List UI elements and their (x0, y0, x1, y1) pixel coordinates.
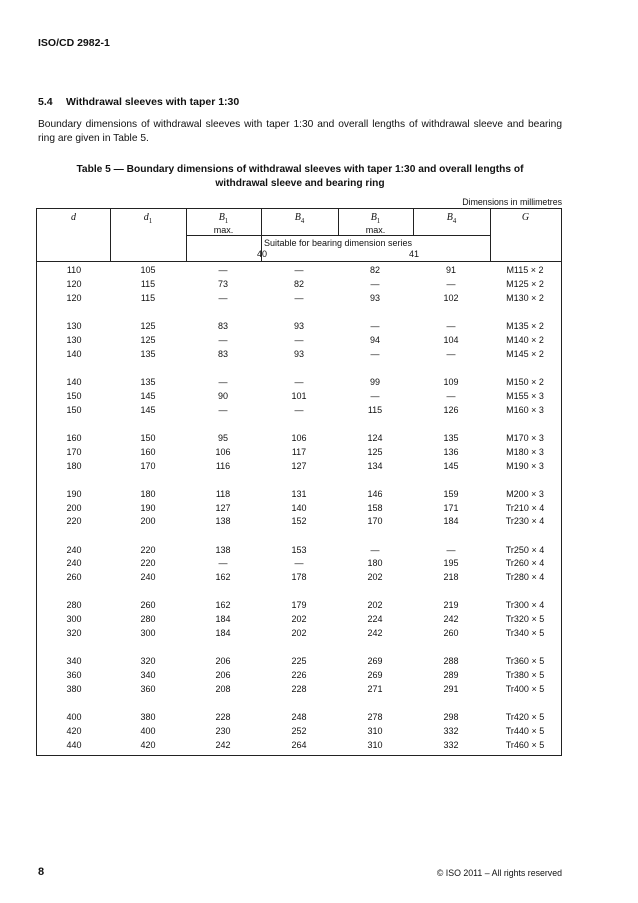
table-cell: 159 (443, 488, 459, 499)
table-cell: M125 × 2 (506, 278, 544, 289)
table-cell: 140 (66, 376, 82, 387)
table-cell: 219 (443, 600, 459, 611)
table-cell: 264 (291, 740, 307, 750)
table-cell: 220 (140, 558, 156, 569)
table-cell: 94 (369, 334, 380, 345)
table-cell: M180 × 3 (506, 446, 544, 457)
table-cell: 310 (367, 740, 383, 750)
table-cell: 420 (66, 726, 82, 737)
table-cell: 118 (215, 488, 231, 499)
table-cell: 224 (367, 614, 383, 625)
table-cell: 260 (443, 628, 459, 639)
copyright-notice: © ISO 2011 – All rights reserved (436, 868, 562, 878)
table-cell: 125 (140, 320, 156, 331)
section-heading (38, 96, 239, 108)
table-cell: 102 (443, 292, 459, 303)
table-cell: 130 (66, 320, 82, 331)
table-cell: 138 (215, 516, 231, 527)
table-cell: 136 (443, 446, 459, 457)
table-cell: 135 (140, 376, 156, 387)
table-cell: — (370, 544, 380, 555)
table-cell: 218 (443, 572, 459, 583)
table-cell: 171 (443, 502, 459, 513)
table-cell: 180 (140, 488, 156, 499)
table-cell: — (370, 278, 380, 289)
table-cell: 228 (215, 712, 231, 723)
table-cell: 248 (291, 712, 307, 723)
table-cell: 320 (66, 628, 82, 639)
table-cell: 152 (291, 516, 307, 527)
table-cell: 332 (443, 740, 459, 750)
table-cell: 125 (140, 334, 156, 345)
table-cell: 120 (66, 292, 82, 303)
table-cell: 260 (66, 572, 82, 583)
table-cell: 131 (291, 488, 307, 499)
table-cell: 146 (367, 488, 383, 499)
table-cell: 340 (140, 670, 156, 681)
table-cell: 140 (291, 502, 307, 513)
table-cell: 91 (445, 265, 456, 275)
table-cell: 220 (140, 544, 156, 555)
table-cell: 115 (140, 278, 156, 289)
table-cell: 240 (66, 558, 82, 569)
table-cell: 160 (140, 446, 156, 457)
table-cell: 160 (66, 432, 82, 443)
table-title (60, 163, 540, 191)
table-cell: Tr250 × 4 (505, 544, 545, 555)
table-cell: 150 (140, 432, 156, 443)
table-cell: — (370, 320, 380, 331)
table-cell: 291 (443, 684, 459, 695)
table-cell: M140 × 2 (506, 334, 544, 345)
col-header-g: G (521, 212, 530, 223)
table-cell: 110 (66, 265, 82, 275)
table-cell: 135 (443, 432, 459, 443)
table-cell: 124 (367, 432, 383, 443)
table-cell: — (218, 558, 228, 569)
col-header-b1-series41: $B_1$ (370, 212, 381, 225)
table-cell: 106 (291, 432, 307, 443)
table-cell: 93 (293, 348, 304, 359)
table-cell: 202 (367, 572, 383, 583)
table-cell: — (218, 292, 228, 303)
intro-paragraph: Boundary dimensions of withdrawal sleeves with taper 1:30 and overall lengths of withdrawal sleeve and bearing ring are given in Table 5. (38, 119, 562, 144)
table-cell: Tr210 × 4 (505, 502, 545, 513)
table-cell: 320 (140, 656, 156, 667)
table-cell: 184 (215, 628, 231, 639)
table-cell: 145 (140, 390, 156, 401)
table-cell: Tr320 × 5 (505, 614, 545, 625)
table-cell: — (218, 404, 228, 415)
table-cell: 184 (443, 516, 459, 527)
table-cell: 127 (291, 460, 307, 471)
table-cell: Tr400 × 5 (505, 684, 545, 695)
table-cell: 125 (367, 446, 383, 457)
table-cell: 206 (215, 656, 231, 667)
table-cell: 252 (291, 726, 307, 737)
table-cell: 179 (291, 600, 307, 611)
table-cell: Tr460 × 5 (505, 740, 545, 750)
table-cell: 101 (291, 390, 307, 401)
table-cell: 300 (66, 614, 82, 625)
table-cell: 83 (217, 320, 228, 331)
table-cell: 400 (66, 712, 82, 723)
table-cell: — (294, 558, 304, 569)
table-cell: M135 × 2 (506, 320, 544, 331)
col-header-d1: $d_1$ (143, 212, 153, 225)
table-cell: 116 (215, 460, 231, 471)
table-cell: 170 (66, 446, 82, 457)
table-cell: 115 (140, 292, 156, 303)
table-cell: 220 (66, 516, 82, 527)
series-40-label: 40 (256, 249, 267, 259)
table-cell: — (446, 320, 456, 331)
table-cell: — (446, 348, 456, 359)
table-cell: 140 (66, 348, 82, 359)
table-cell: 73 (217, 278, 228, 289)
table-cell: 190 (66, 488, 82, 499)
table-cell: 240 (140, 572, 156, 583)
col-header-b4-series41: $B_4$ (446, 212, 457, 225)
table-cell: M145 × 2 (506, 348, 544, 359)
table-cell: 242 (443, 614, 459, 625)
table-cell: 278 (367, 712, 383, 723)
max-label-series41: max. (365, 225, 386, 235)
col-header-b1-series40: $B_1$ (218, 212, 229, 225)
table-cell: 380 (66, 684, 82, 695)
table-cell: 271 (367, 684, 383, 695)
table-cell: 90 (217, 390, 228, 401)
suitable-series-label: Suitable for bearing dimension series (263, 238, 413, 248)
table-cell: 184 (215, 614, 231, 625)
table-cell: 135 (140, 348, 156, 359)
table-cell: M130 × 2 (506, 292, 544, 303)
table-cell: 440 (66, 740, 82, 750)
table-cell: M200 × 3 (506, 488, 544, 499)
table-cell: 400 (140, 726, 156, 737)
units-note: Dimensions in millimetres (462, 197, 562, 207)
table-cell: 134 (367, 460, 383, 471)
table-cell: — (370, 390, 380, 401)
table-cell: 104 (443, 334, 459, 345)
table-cell: M115 × 2 (506, 265, 544, 275)
section-number: 5.4 (38, 96, 53, 108)
table-cell: 130 (66, 334, 82, 345)
table-cell: 105 (140, 265, 156, 275)
table-cell: 420 (140, 740, 156, 750)
section-title: Withdrawal sleeves with taper 1:30 (66, 96, 240, 108)
table-cell: 332 (443, 726, 459, 737)
table-cell: — (218, 376, 228, 387)
table-cell: Tr420 × 5 (505, 712, 545, 723)
series-41-label: 41 (408, 249, 419, 259)
col-header-b4-series40: $B_4$ (294, 212, 305, 225)
table-cell: 162 (215, 600, 231, 611)
table-cell: 109 (443, 376, 459, 387)
table-cell: — (294, 404, 304, 415)
page-number: 8 (38, 866, 45, 878)
table-cell: — (446, 390, 456, 401)
table-cell: 269 (367, 656, 383, 667)
table-cell: 99 (369, 376, 380, 387)
table-cell: 158 (367, 502, 383, 513)
table-cell: 117 (291, 446, 307, 457)
table-cell: 310 (367, 726, 383, 737)
table-cell: — (218, 265, 228, 275)
table-cell: 225 (291, 656, 307, 667)
table-cell: Tr260 × 4 (505, 558, 545, 569)
table-cell: 180 (66, 460, 82, 471)
table-cell: 288 (443, 656, 459, 667)
table-cell: — (294, 292, 304, 303)
table-title-line-1: Table 5 — Boundary dimensions of withdrawal sleeves with taper 1:30 and overall lengths of (76, 164, 524, 175)
table-cell: — (294, 265, 304, 275)
table-cell: 106 (215, 446, 231, 457)
table-cell: 228 (291, 684, 307, 695)
table-cell: 380 (140, 712, 156, 723)
table-cell: Tr230 × 4 (505, 516, 545, 527)
table-cell: 240 (66, 544, 82, 555)
table-cell: — (446, 544, 456, 555)
table-cell: — (218, 334, 228, 345)
col-header-d: d (71, 212, 76, 223)
table-cell: 150 (66, 390, 82, 401)
table-cell: 206 (215, 670, 231, 681)
table-cell: 170 (367, 516, 383, 527)
table-cell: 242 (215, 740, 231, 750)
table-cell: 360 (66, 670, 82, 681)
table-cell: 115 (367, 404, 383, 415)
table-cell: 180 (367, 558, 383, 569)
table-cell: 178 (291, 572, 307, 583)
table-cell: M170 × 3 (506, 432, 544, 443)
table-cell: 190 (140, 502, 156, 513)
table-title-line-2: withdrawal sleeve and bearing ring (215, 178, 385, 189)
table-cell: 93 (293, 320, 304, 331)
table-cell: 170 (140, 460, 156, 471)
table-cell: Tr380 × 5 (505, 670, 545, 681)
table-cell: 126 (443, 404, 459, 415)
table-cell: 162 (215, 572, 231, 583)
table-cell: M190 × 3 (506, 460, 544, 471)
table-cell: — (294, 334, 304, 345)
table-cell: 195 (443, 558, 459, 569)
table-cell: 269 (367, 670, 383, 681)
table-cell: M150 × 2 (506, 376, 544, 387)
table-cell: 280 (66, 600, 82, 611)
table-cell: 242 (367, 628, 383, 639)
table-cell: Tr280 × 4 (505, 572, 545, 583)
document-id: ISO/CD 2982-1 (38, 37, 110, 49)
table-cell: 298 (443, 712, 459, 723)
table-cell: 82 (369, 265, 380, 275)
table-cell: 138 (215, 544, 231, 555)
table-cell: 202 (291, 628, 307, 639)
table-cell: 120 (66, 278, 82, 289)
table-cell: 208 (215, 684, 231, 695)
table-cell: 260 (140, 600, 156, 611)
table-cell: 82 (293, 278, 304, 289)
table-cell: 127 (215, 502, 231, 513)
max-label-series40: max. (213, 225, 234, 235)
table-cell: 145 (443, 460, 459, 471)
table-cell: M160 × 3 (506, 404, 544, 415)
table-cell: 230 (215, 726, 231, 737)
table-cell: 200 (66, 502, 82, 513)
table-cell: 340 (66, 656, 82, 667)
table-cell: 202 (291, 614, 307, 625)
table-cell: 300 (140, 628, 156, 639)
table-cell: Tr340 × 5 (505, 628, 545, 639)
table-cell: Tr440 × 5 (505, 726, 545, 737)
table-cell: — (294, 376, 304, 387)
table-cell: Tr300 × 4 (505, 600, 545, 611)
table-cell: 280 (140, 614, 156, 625)
dimensions-table (36, 208, 562, 756)
table-cell: — (370, 348, 380, 359)
table-cell: — (446, 278, 456, 289)
table-cell: 93 (369, 292, 380, 303)
table-cell: 200 (140, 516, 156, 527)
table-cell: 83 (217, 348, 228, 359)
table-cell: 95 (217, 432, 228, 443)
table-cell: 360 (140, 684, 156, 695)
table-cell: 202 (367, 600, 383, 611)
table-cell: 226 (291, 670, 307, 681)
table-cell: M155 × 3 (506, 390, 544, 401)
table-cell: 153 (291, 544, 307, 555)
table-cell: 145 (140, 404, 156, 415)
table-cell: 289 (443, 670, 459, 681)
table-cell: Tr360 × 5 (505, 656, 545, 667)
table-cell: 150 (66, 404, 82, 415)
